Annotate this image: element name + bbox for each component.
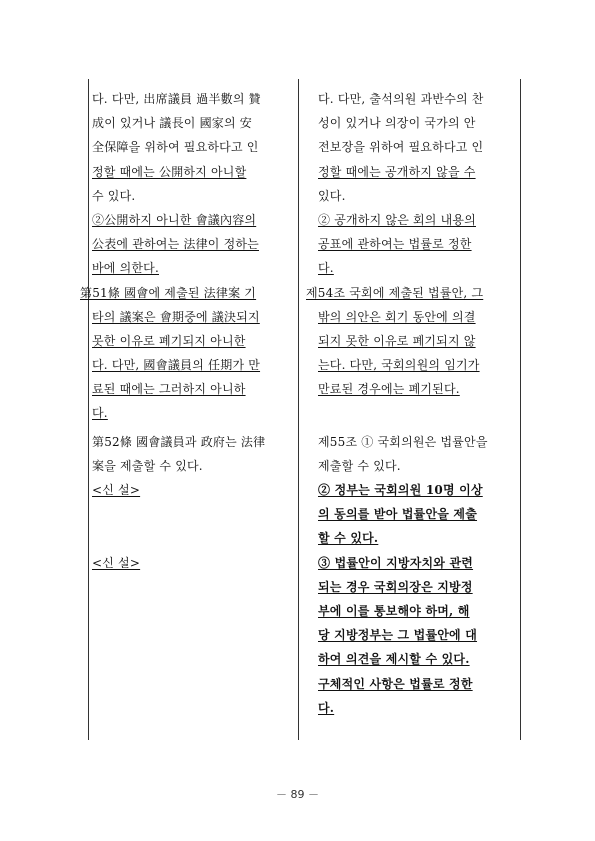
text-line: 되는 경우 국회의장은 지방정 xyxy=(318,579,473,594)
new-marker: <신 설> xyxy=(92,555,141,570)
text-line: ②公開하지 아니한 會議內容의 xyxy=(92,212,257,227)
right-article-55-3 xyxy=(306,551,512,720)
text-line: 의 동의를 받아 법률안을 제출 xyxy=(318,507,478,522)
text-line: 부에 이를 통보해야 하며, 해 xyxy=(318,603,470,618)
text-line: 第51條 國會에 제출된 法律案 기 xyxy=(80,285,257,300)
right-article-54 xyxy=(306,281,512,402)
text-line: 못한 이유로 폐기되지 아니한 xyxy=(92,333,246,348)
text-line: 第52條 國會議員과 政府는 法律 xyxy=(92,434,266,449)
text-line: 다. 다만, 出席議員 過半數의 贊 xyxy=(92,92,261,106)
left-paragraph-1 xyxy=(80,87,294,208)
text-line: 제55조 ① 국회의원은 법률안을 xyxy=(318,434,488,449)
text-line: 제출할 수 있다. xyxy=(318,458,401,473)
text-line: ③ 법률안이 지방자치와 관련 xyxy=(318,555,474,570)
text-line: 전보장을 위하여 필요하다고 인 xyxy=(318,140,484,155)
right-paragraph-2 xyxy=(306,208,512,281)
column-divider xyxy=(298,79,299,740)
right-paragraph-1 xyxy=(306,87,512,208)
text-line: 다. 다만, 國會議員의 任期가 만 xyxy=(92,358,261,373)
text-line: 公表에 관하여는 法律이 정하는 xyxy=(92,237,259,252)
text-line: 타의 議案은 會期중에 議決되지 xyxy=(92,309,260,324)
text-line: ② 정부는 국회의원 10명 이상 xyxy=(318,483,483,497)
text-line: 수 있다. xyxy=(92,188,136,203)
text-line: 제54조 국회에 제출된 법률안, 그 xyxy=(306,285,484,300)
text-line: 하여 의견을 제시할 수 있다. xyxy=(318,652,470,667)
text-line: 案을 제출할 수 있다. xyxy=(92,458,203,473)
text-line: 정할 때에는 공개하지 않을 수 xyxy=(318,164,476,179)
left-new-marker-2 xyxy=(80,551,294,575)
text-line: 바에 의한다. xyxy=(92,261,159,276)
left-article-51 xyxy=(80,281,294,426)
comparison-table xyxy=(80,79,520,740)
current-text-column xyxy=(80,87,294,575)
text-line: 다. xyxy=(92,406,108,421)
right-border xyxy=(520,79,521,740)
text-line: 공표에 관하여는 법률로 정한 xyxy=(318,237,472,252)
text-line: 성이 있거나 의장이 국가의 안 xyxy=(318,116,476,131)
text-line: 있다. xyxy=(318,188,346,203)
text-line: 정할 때에는 公開하지 아니할 xyxy=(92,164,247,179)
text-line: 는다. 다만, 국회의원의 임기가 xyxy=(318,358,480,373)
text-line: 밖의 의안은 회기 동안에 의결 xyxy=(318,309,476,324)
text-line: ② 공개하지 않은 회의 내용의 xyxy=(318,212,476,227)
right-article-55 xyxy=(306,430,512,478)
text-line: 成이 있거나 議長이 國家의 安 xyxy=(92,116,253,131)
text-line: 全保障을 위하여 필요하다고 인 xyxy=(92,140,259,155)
new-marker: <신 설> xyxy=(92,483,141,497)
text-line: 구체적인 사항은 법률로 정한 xyxy=(318,676,473,691)
text-line: 다. 다만, 출석의원 과반수의 찬 xyxy=(318,92,484,106)
text-line: 당 지방정부는 그 법률안에 대 xyxy=(318,628,478,643)
text-line: 료된 때에는 그러하지 아니하 xyxy=(92,382,246,397)
text-line: 되지 못한 이유로 폐기되지 않 xyxy=(318,333,476,348)
text-line: 다. xyxy=(318,700,335,715)
page-number: － 89 － xyxy=(276,788,319,801)
amended-text-column xyxy=(306,87,512,720)
text-line: 할 수 있다. xyxy=(318,531,379,546)
text-line: 다. xyxy=(318,261,334,276)
left-new-marker-1 xyxy=(80,478,294,502)
text-line: 만료된 경우에는 폐기된다. xyxy=(318,382,460,397)
left-article-52 xyxy=(80,430,294,478)
left-paragraph-2 xyxy=(80,208,294,281)
right-article-55-2 xyxy=(306,478,512,551)
